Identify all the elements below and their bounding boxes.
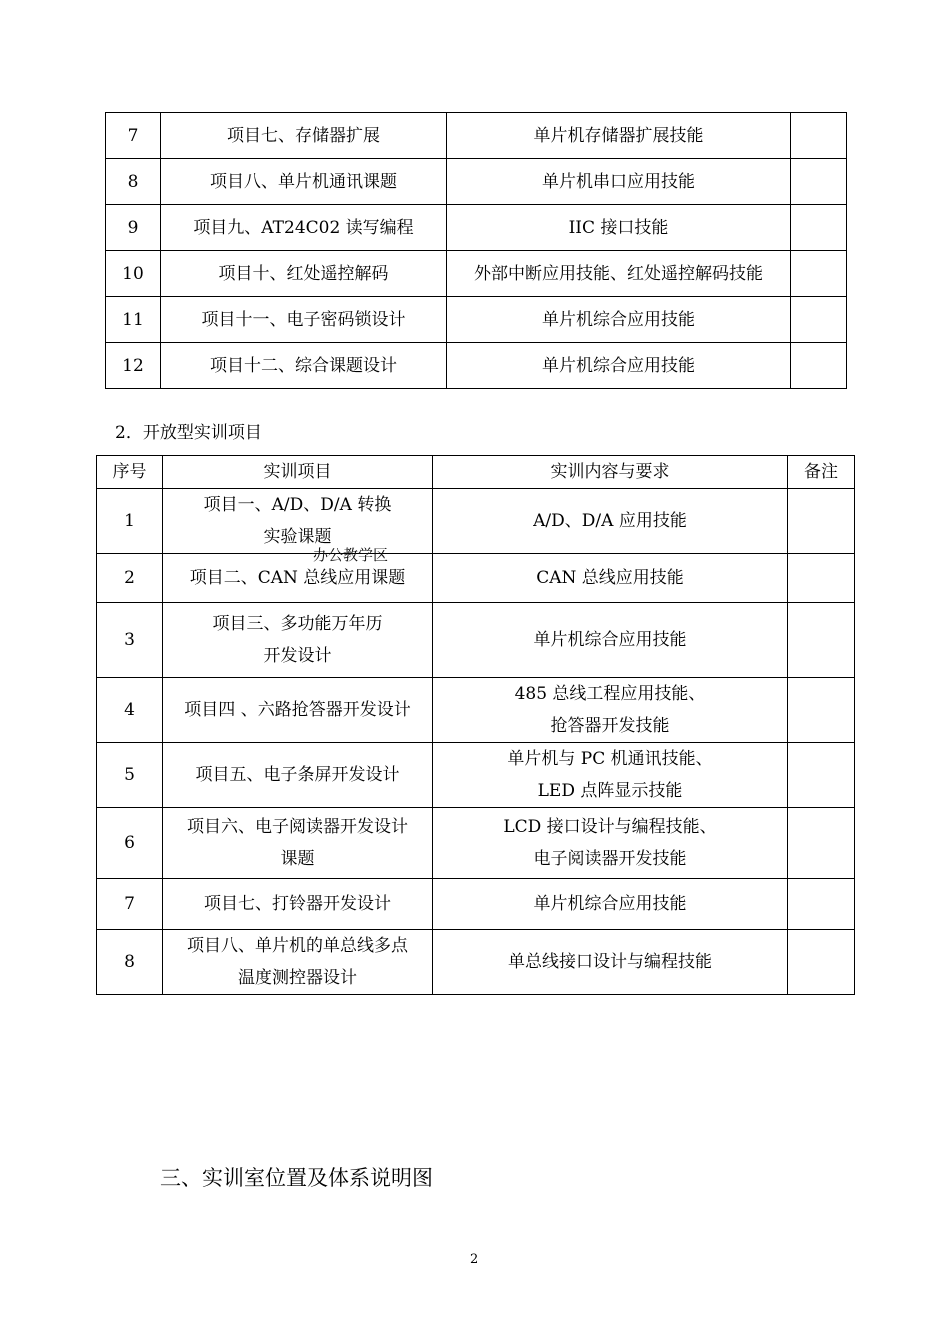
table-row <box>97 554 855 603</box>
cell-item-line: 温度测控器设计 <box>238 968 357 988</box>
cell-item: 项目七、存储器扩展 <box>161 113 447 159</box>
table-row <box>97 603 855 678</box>
cell-item <box>163 808 433 879</box>
cell-content <box>433 879 788 930</box>
section-3-title: 三、实训室位置及体系说明图 <box>160 1166 433 1190</box>
cell-content-line: LED 点阵显示技能 <box>537 781 683 801</box>
table-header-row <box>97 456 855 489</box>
cell-note <box>791 113 847 159</box>
cell-content: 单片机综合应用技能 <box>447 297 791 343</box>
cell-note <box>791 205 847 251</box>
header-content: 实训内容与要求 <box>433 456 788 489</box>
table-row <box>97 930 855 995</box>
cell-item <box>163 879 433 930</box>
watermark-text: 办公教学区 <box>313 546 389 564</box>
header-item: 实训项目 <box>163 456 433 489</box>
cell-note <box>788 930 855 995</box>
cell-content <box>433 743 788 808</box>
cell-item-line: 项目一、A/D、D/A 转换 <box>203 495 392 515</box>
table-row <box>97 879 855 930</box>
cell-no: 5 <box>97 743 163 808</box>
cell-content: 单片机综合应用技能 <box>447 343 791 389</box>
cell-content: 单片机存储器扩展技能 <box>447 113 791 159</box>
cell-content: IIC 接口技能 <box>447 205 791 251</box>
cell-content <box>433 930 788 995</box>
cell-no: 10 <box>106 251 161 297</box>
cell-item-line: 课题 <box>280 849 315 869</box>
cell-no: 7 <box>97 879 163 930</box>
cell-item-line: 项目五、电子条屏开发设计 <box>195 765 400 785</box>
cell-item-line: 项目三、多功能万年历 <box>212 614 383 634</box>
cell-content-line: 单片机综合应用技能 <box>533 630 687 650</box>
cell-no: 8 <box>97 930 163 995</box>
cell-no: 4 <box>97 678 163 743</box>
cell-item-line: 项目二、CAN 总线应用课题 <box>189 568 406 588</box>
table-body <box>97 489 855 995</box>
cell-content-line: A/D、D/A 应用技能 <box>533 511 687 531</box>
cell-item <box>163 603 433 678</box>
cell-note <box>791 159 847 205</box>
table-basic-projects-continued <box>105 112 847 389</box>
cell-item-line: 实验课题 <box>263 527 332 547</box>
table-body <box>106 113 847 389</box>
cell-item <box>163 554 433 603</box>
cell-item <box>163 489 433 554</box>
cell-item-line: 项目四 、六路抢答器开发设计 <box>184 700 411 720</box>
cell-note <box>788 678 855 743</box>
cell-no: 2 <box>97 554 163 603</box>
cell-content-line: 485 总线工程应用技能、 <box>514 684 706 704</box>
cell-item: 项目九、AT24C02 读写编程 <box>161 205 447 251</box>
header-note: 备注 <box>788 456 855 489</box>
cell-no: 11 <box>106 297 161 343</box>
cell-note <box>788 808 855 879</box>
table-row <box>97 678 855 743</box>
cell-note <box>791 297 847 343</box>
section-2-title: 2．开放型实训项目 <box>115 423 262 443</box>
cell-no: 6 <box>97 808 163 879</box>
cell-no: 12 <box>106 343 161 389</box>
table-row <box>97 489 855 554</box>
cell-note <box>788 489 855 554</box>
cell-item-line: 项目六、电子阅读器开发设计 <box>187 817 408 837</box>
cell-note <box>791 343 847 389</box>
cell-no: 1 <box>97 489 163 554</box>
cell-content-line: 单片机与 PC 机通讯技能、 <box>507 749 713 769</box>
cell-content-line: 电子阅读器开发技能 <box>533 849 687 869</box>
cell-content: 外部中断应用技能、红处遥控解码技能 <box>447 251 791 297</box>
cell-content-line: 单片机综合应用技能 <box>533 894 687 914</box>
cell-content: 单片机串口应用技能 <box>447 159 791 205</box>
cell-note <box>788 879 855 930</box>
page-number: 2 <box>470 1252 479 1267</box>
table-row <box>97 743 855 808</box>
cell-content-line: 抢答器开发技能 <box>550 716 670 736</box>
cell-item-line: 项目八、单片机的单总线多点 <box>187 936 408 956</box>
cell-note <box>788 743 855 808</box>
cell-content <box>433 489 788 554</box>
cell-no: 3 <box>97 603 163 678</box>
header-no: 序号 <box>97 456 163 489</box>
cell-item-line: 开发设计 <box>263 646 332 666</box>
cell-content-line: CAN 总线应用技能 <box>536 568 684 588</box>
cell-item-line: 项目七、打铃器开发设计 <box>204 894 391 914</box>
table-row <box>106 205 847 251</box>
table-row <box>106 251 847 297</box>
cell-content-line: LCD 接口设计与编程技能、 <box>503 817 717 837</box>
cell-no: 7 <box>106 113 161 159</box>
cell-content <box>433 603 788 678</box>
cell-no: 8 <box>106 159 161 205</box>
cell-note <box>791 251 847 297</box>
cell-item: 项目十二、综合课题设计 <box>161 343 447 389</box>
table-row <box>97 808 855 879</box>
cell-item: 项目八、单片机通讯课题 <box>161 159 447 205</box>
cell-item: 项目十一、电子密码锁设计 <box>161 297 447 343</box>
cell-content-line: 单总线接口设计与编程技能 <box>508 952 712 972</box>
table-open-projects <box>96 455 855 995</box>
cell-item <box>163 930 433 995</box>
cell-content <box>433 808 788 879</box>
cell-item: 项目十、红处遥控解码 <box>161 251 447 297</box>
cell-note <box>788 554 855 603</box>
cell-note <box>788 603 855 678</box>
cell-content <box>433 554 788 603</box>
table-row <box>106 297 847 343</box>
cell-item <box>163 743 433 808</box>
table-row <box>106 343 847 389</box>
cell-item <box>163 678 433 743</box>
cell-content <box>433 678 788 743</box>
table-row <box>106 159 847 205</box>
cell-no: 9 <box>106 205 161 251</box>
table-row <box>106 113 847 159</box>
